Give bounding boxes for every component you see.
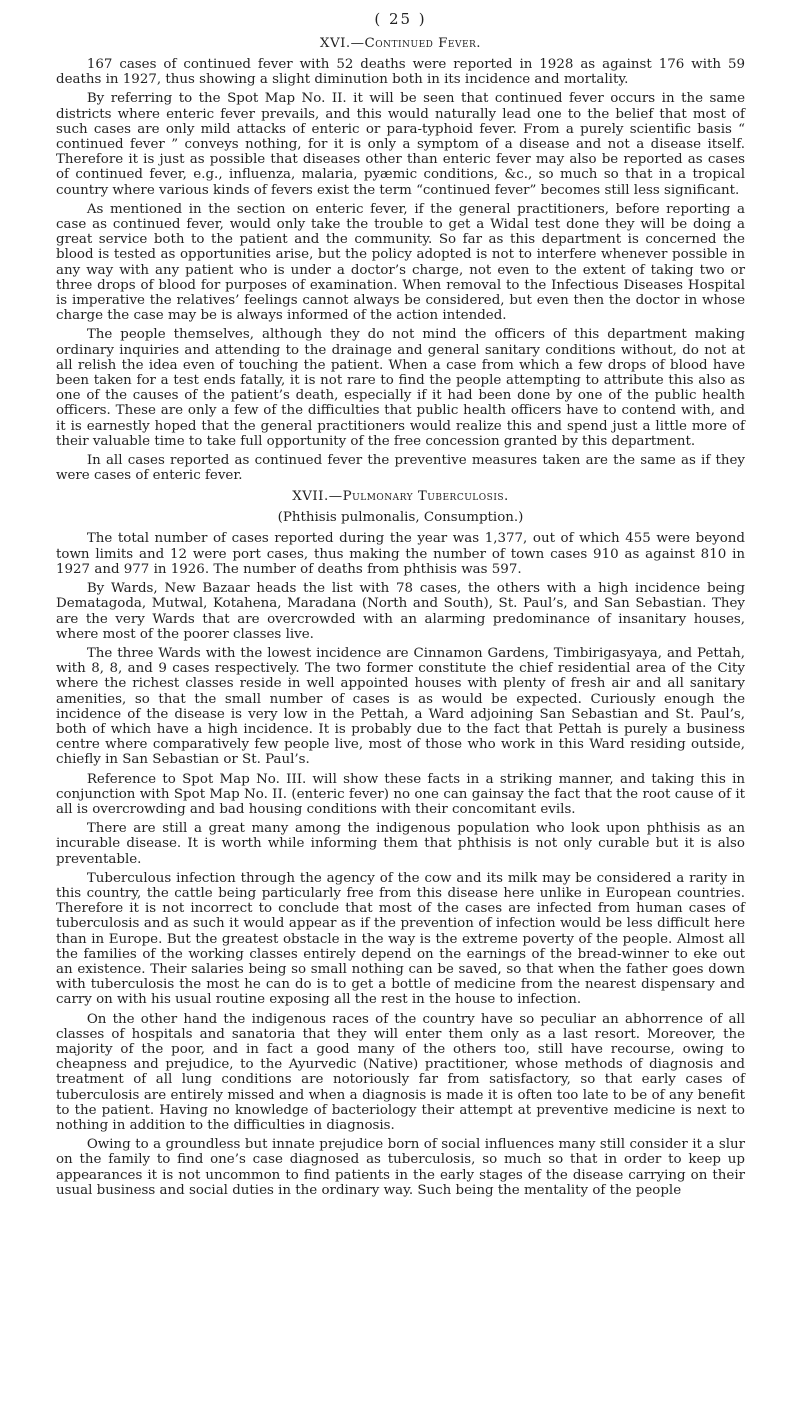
section-subheading: (Phthisis pulmonalis, Consumption.) [277,510,524,526]
paragraph: On the other hand the indigenous races of the country have so peculiar an abhorrence of all classes of hospitals and sanatoria that they will enter them only as a last resort. Moreover, the majority of the poor, and in fact a good many of the others too, still have recourse, owing to cheapness and prejudice, to the Ayurvedic (Native) practitioner, whose methods of diagnosis and treatment of all lung conditions are notoriously far from satisfactory, so that early cases of tuberculosis are entirely missed and when a diagnosis is made it is often too late to be of any benefit to the patient. Having no knowledge of bacteriology their attempt at preventive medicine is next to nothing in addition to the difficulties in diagnosis. [56,1011,745,1133]
paragraph: The total number of cases reported during the year was 1,377, out of which 455 were beyond town limits and 12 were port cases, thus making the number of town cases 910 as against 810 in 1927 and 977 in 1926. The number of deaths from phthisis was 597. [56,531,745,577]
paragraph: There are still a great many among the indigenous population who look upon phthisis as an incurable disease. It is worth while informing them that phthisis is not only curable but it is also preventable. [56,821,745,867]
paragraph: Tuberculous infection through the agency of the cow and its milk may be considered a rarity in this country, the cattle being particularly free from this disease here unlike in European countries. Therefore it is not incorrect to conclude that most of the cases are infected from human cases of tuberculosis and as such it would appear as if the prevention of infection would be less difficult here than in Europe. But the greatest obstacle in the way is the extreme poverty of the people. Almost all the families of the working classes entirely depend on the earnings of the bread-winner to eke out an existence. Their salaries being so small nothing can be saved, so that when the father goes down with tuberculosis the most he can do is to get a bottle of medicine from the nearest dispensary and carry on with his usual routine exposing all the rest in the house to infection. [56,870,745,1008]
page-number: ( 25 ) [374,10,427,28]
section-pulmonary-tuberculosis [56,489,745,1198]
paragraph: By Wards, New Bazaar heads the list with 78 cases, the others with a high incidence being Dematagoda, Mutwal, Kotahena, Maradana (North and South), St. Paul’s, and San Sebastian. They are the very Wards that are overcrowded with an alarming predominance of insanitary houses, where most of the poorer classes live. [56,581,745,642]
section-continued-fever [56,36,745,483]
paragraph: Reference to Spot Map No. III. will show these facts in a striking manner, and taking this in conjunction with Spot Map No. II. (enteric fever) no one can gainsay the fact that the root cause of it all is overcrowding and bad housing conditions with their concomitant evils. [56,771,745,817]
section-heading: XVI.—Continued Fever. [319,36,482,51]
paragraph: Owing to a groundless but innate prejudice born of social influences many still consider it a slur on the family to find one’s case diagnosed as tuberculosis, so much so that in order to keep up appearances it is not uncommon to find patients in the early stages of the disease carrying on their usual business and social duties in the ordinary way. Such being the mentality of the people [56,1137,745,1198]
section-heading: XVII.—Pulmonary Tuberculosis. [292,489,509,505]
paragraph: In all cases reported as continued fever the preventive measures taken are the same as if they were cases of enteric fever. [56,453,745,484]
paragraph: By referring to the Spot Map No. II. it will be seen that continued fever occurs in the same districts where enteric fever prevails, and this would naturally lead one to the belief that most of such cases are only mild attacks of enteric or para-typhoid fever. From a purely scientific basis “ continued fever ” conveys nothing, for it is only a symptom of a disease and not a disease itself. Therefore it is just as possible that diseases other than enteric fever may also be reported as cases of continued fever, e.g., influenza, malaria, pyæmic conditions, &c., so much so that in a tropical country where various kinds of fevers exist the term “continued fever” becomes still less significant. [56,91,745,198]
paragraph: The people themselves, although they do not mind the officers of this department making ordinary inquiries and attending to the drainage and general sanitary conditions without, do not at all relish the idea even of touching the patient. When a case from which a few drops of blood have been taken for a test ends fatally, it is not rare to find the people attempting to attribute this also as one of the causes of the patient’s death, especially if it had been done by one of the public health officers. These are only a few of the difficulties that public health officers have to contend with, and it is earnestly hoped that the general practitioners would realize this and spend just a little more of their valuable time to take full opportunity of the free concession granted by this department. [56,327,745,449]
paragraph: 167 cases of continued fever with 52 deaths were reported in 1928 as against 176 with 59 deaths in 1927, thus showing a slight diminution both in its incidence and mortality. [56,57,745,88]
paragraph: As mentioned in the section on enteric fever, if the general practitioners, before reporting a case as continued fever, would only take the trouble to get a Widal test done they will be doing a great service both to the patient and the community. So far as this department is concerned the blood is tested as opportunities arise, but the policy adopted is not to interfere whenever possible in any way with any patient who is under a doctor’s charge, not even to the extent of taking two or three drops of blood for purposes of examination. When removal to the Infectious Diseases Hospital is imperative the relatives’ feelings cannot always be considered, but even then the doctor in whose charge the case may be is always informed of the action intended. [56,201,745,324]
paragraph: The three Wards with the lowest incidence are Cinnamon Gardens, Timbirigasyaya, and Pettah, with 8, 8, and 9 cases respectively. The two former constitute the chief residential area of the City where the richest classes reside in well appointed houses with plenty of fresh air and all sanitary amenities, so that the small number of cases is as would be expected. Curiously enough the incidence of the disease is very low in the Pettah, a Ward adjoining San Sebastian and St. Paul’s, both of which have a high incidence. It is probably due to the fact that Pettah is purely a business centre where comparatively few people live, most of those who work in this Ward residing outside, chiefly in San Sebastian or St. Paul’s. [56,645,745,768]
